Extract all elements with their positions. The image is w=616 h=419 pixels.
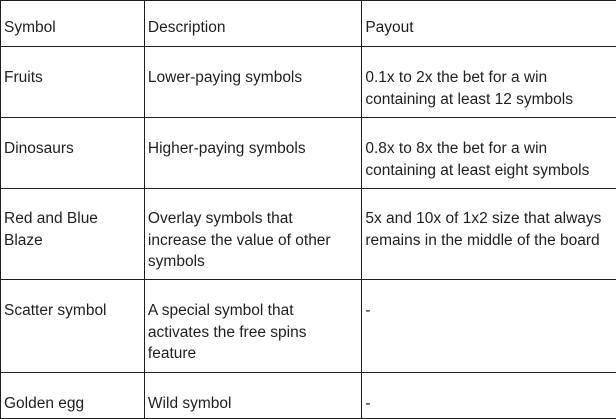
header-cell bbox=[362, 1, 616, 47]
payout-cell: - bbox=[362, 373, 616, 415]
header-cell bbox=[144, 1, 361, 47]
table-cell bbox=[362, 280, 616, 373]
table-cell bbox=[1, 189, 145, 280]
header-symbol: Symbol bbox=[1, 1, 144, 39]
table-row bbox=[1, 189, 616, 280]
table-cell bbox=[144, 118, 361, 189]
payout-cell: - bbox=[362, 280, 616, 322]
table-row bbox=[1, 280, 616, 373]
symbol-cell: Fruits bbox=[1, 47, 144, 89]
table-row bbox=[1, 373, 616, 419]
table-row bbox=[1, 47, 616, 118]
description-cell: A special symbol that activates the free spins feature bbox=[145, 280, 361, 365]
table-cell bbox=[144, 47, 361, 118]
table-cell bbox=[362, 373, 616, 419]
table-header-row bbox=[1, 1, 616, 47]
payout-cell: 0.8x to 8x the bet for a win containing at least eight symbols bbox=[362, 118, 616, 181]
table-cell bbox=[1, 373, 145, 419]
table-cell bbox=[362, 118, 616, 189]
table-cell bbox=[1, 118, 145, 189]
symbol-cell: Scatter symbol bbox=[1, 280, 144, 322]
symbol-cell: Red and Blue Blaze bbox=[1, 189, 144, 251]
payout-cell: 0.1x to 2x the bet for a win containing at least 12 symbols bbox=[362, 47, 616, 110]
table-cell bbox=[1, 280, 145, 373]
table-row bbox=[1, 118, 616, 189]
table-cell bbox=[144, 373, 361, 419]
payout-cell: 5x and 10x of 1x2 size that always remains in the middle of the board bbox=[362, 189, 616, 251]
description-cell: Lower-paying symbols bbox=[145, 47, 361, 89]
symbol-cell: Dinosaurs bbox=[1, 118, 144, 160]
table-cell bbox=[362, 47, 616, 118]
table-cell bbox=[144, 189, 361, 280]
description-cell: Wild symbol bbox=[145, 373, 361, 415]
description-cell: Overlay symbols that increase the value of other symbols bbox=[145, 189, 361, 273]
description-cell: Higher-paying symbols bbox=[145, 118, 361, 160]
header-description: Description bbox=[145, 1, 361, 39]
table-cell bbox=[1, 47, 145, 118]
header-payout: Payout bbox=[362, 1, 616, 39]
symbol-cell: Golden egg bbox=[1, 373, 144, 415]
table-cell bbox=[144, 280, 361, 373]
table-cell bbox=[362, 189, 616, 280]
header-cell bbox=[1, 1, 145, 47]
